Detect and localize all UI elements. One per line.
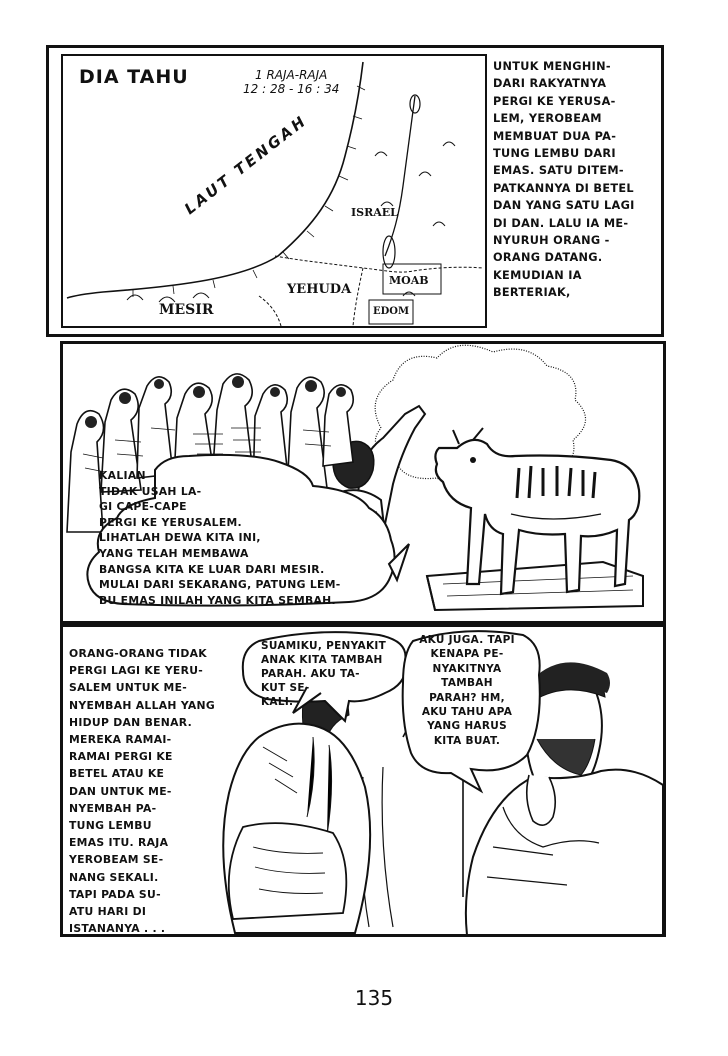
narration-box: UNTUK MENGHIN- DARI RAKYATNYA PERGI KE YERUSA- LEM, YEROBEAM MEMBUAT DUA PA- TUNG LEMBU DARI EMAS. SATU DITEM- PATKANNYA DI BETEL DAN YANG SATU LAGI DI DAN. LALU IA ME- NYURUH ORANG - ORANG DATANG. KEMUDIAN IA BERTERIAK,: [493, 60, 635, 300]
map-label-yehuda: YEHUDA: [287, 282, 352, 297]
map-label-edom: EDOM: [373, 306, 410, 317]
panel-golden-calf: [60, 341, 666, 624]
speech-bubble-king: [69, 444, 395, 616]
narration-box: ORANG-ORANG TIDAK PERGI LAGI KE YERU- SALEM UNTUK ME- NYEMBAH ALLAH YANG HIDUP DAN BENAR. MEREKA RAMAI- RAMAI PERGI KE BETEL ATAU KE DAN UNTUK ME- NYEMBAH PA- TUNG LEMBU EMAS ITU. RAJA YEROBEAM SE- NANG SEKALI. TAPI PADA SU- ATU HARI DI ISTANANYA . . .: [69, 645, 219, 937]
page-number: 135: [354, 986, 394, 1010]
map-label-mesir: MESIR: [159, 302, 214, 318]
panel-map: [46, 45, 664, 337]
speech-bubble-husband: [401, 629, 529, 779]
map-inset: [61, 54, 487, 328]
speech-text-husband: AKU JUGA. TAPI KENAPA PE- NYAKITNYA TAMBAH PARAH? HM, AKU TAHU APA YANG HARUS KITA BUAT.: [419, 634, 515, 747]
scripture-reference: 1 RAJA-RAJA 12 : 28 - 16 : 34: [243, 68, 340, 96]
speech-text-wife: SUAMIKU, PENYAKIT ANAK KITA TAMBAH PARAH. AKU TA- KUT SE- KALI.: [261, 640, 387, 708]
panel-title: DIA TAHU: [79, 66, 189, 88]
speech-bubble-wife: [245, 631, 405, 735]
map-label-israel: ISRAEL: [351, 206, 398, 219]
speech-text-king: KALIAN TIDAK USAH LA- GI CAPE-CAPE PERGI KE YERUSALEM. LIHATLAH DEWA KITA INI, YANG TELAH MEMBAWA BANGSA KITA KE LUAR DARI MESIR. MULAI DARI SEKARANG, PATUNG LEM- BU EMAS INILAH YANG KITA SEMBAH.: [99, 469, 341, 607]
map-label-moab: MOAB: [389, 274, 429, 287]
map-label-sea: LAUT TENGAH: [181, 111, 311, 219]
panel-royal-couple: [60, 624, 666, 937]
